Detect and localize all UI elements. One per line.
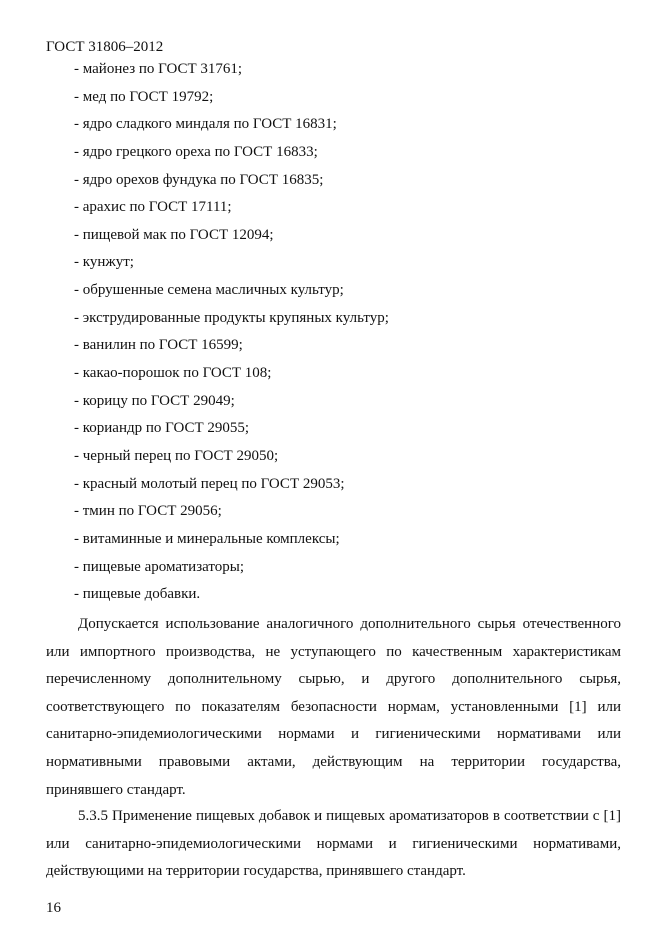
paragraph-additional-raw-materials: Допускается использование аналогичного дополнительного сырья отечественного или импортного производства, не уступающего по качественным характеристикам перечисленному дополнительному сырью, и другого дополнительного сырья, соответствующего по показателям безопасности нормам, установленными [1] или санитарно-эпидемиологическими нормами и гигиеническими нормативами или нормативными правовыми актами, действующим на территории государства, принявшего стандарт. xyxy=(46,616,621,798)
list-item: - майонез по ГОСТ 31761; xyxy=(74,61,243,77)
list-item: - кунжут; xyxy=(74,254,134,271)
list-item: - ядро грецкого ореха по ГОСТ 16833; xyxy=(74,143,318,160)
list-item: - красный молотый перец по ГОСТ 29053; xyxy=(74,475,345,492)
list-item: - витаминные и минеральные комплексы; xyxy=(74,530,340,547)
list-item: - пищевые ароматизаторы; xyxy=(74,558,244,575)
list-item: - арахис по ГОСТ 17111; xyxy=(74,199,232,216)
list-item: - тмин по ГОСТ 29056; xyxy=(74,503,222,520)
list-item: - какао-порошок по ГОСТ 108; xyxy=(74,365,272,382)
ingredient-list xyxy=(74,60,389,613)
list-item: - мед по ГОСТ 19792; xyxy=(74,88,214,105)
list-item: - пищевой мак по ГОСТ 12094; xyxy=(74,226,274,243)
list-item: - черный перец по ГОСТ 29050; xyxy=(74,447,279,464)
list-item: - экструдированные продукты крупяных культур; xyxy=(74,309,389,326)
list-item: - обрушенные семена масличных культур; xyxy=(74,282,344,299)
page-number: 16 xyxy=(46,900,61,916)
list-item: - ванилин по ГОСТ 16599; xyxy=(74,337,243,354)
document-header: ГОСТ 31806–2012 xyxy=(46,39,164,55)
list-item: - пищевые добавки. xyxy=(74,586,201,603)
list-item: - корицу по ГОСТ 29049; xyxy=(74,392,235,409)
list-item: - кориандр по ГОСТ 29055; xyxy=(74,420,250,437)
paragraph-section-5-3-5: 5.3.5 Применение пищевых добавок и пищевых ароматизаторов в соответствии с [1] или санитарно-эпидемиологическими нормами и гигиеническими нормативами, действующими на территории государства, принявшего стандарт. xyxy=(46,808,621,880)
list-item: - ядро сладкого миндаля по ГОСТ 16831; xyxy=(74,116,337,133)
list-item: - ядро орехов фундука по ГОСТ 16835; xyxy=(74,171,324,188)
